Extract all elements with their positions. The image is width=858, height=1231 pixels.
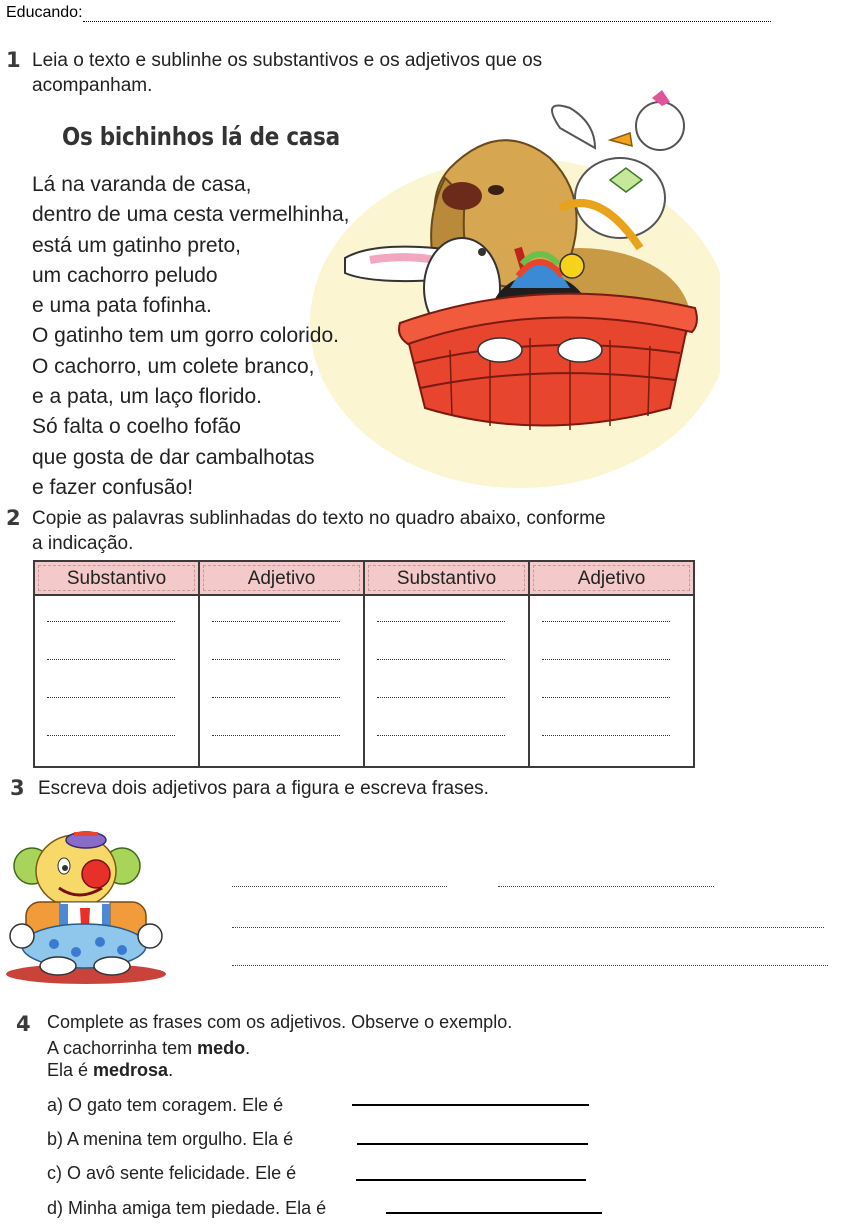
q4-item-c: c) O avô sente felicidade. Ele é	[47, 1163, 297, 1183]
q1-text-line1: Leia o texto e sublinhe os substantivos e os adjetivos que os	[32, 50, 543, 71]
answer-column-adjetivo-1[interactable]	[199, 595, 364, 767]
red-basket	[399, 294, 697, 430]
q2-text-line1: Copie as palavras sublinhadas do texto no quadro abaixo, conforme	[32, 508, 606, 529]
answer-line[interactable]	[377, 698, 505, 736]
q4-answer-line-a[interactable]	[352, 1104, 589, 1106]
student-name-label: Educando:	[6, 4, 83, 21]
poem-line: e uma pata fofinha.	[32, 294, 212, 318]
clown-figure	[10, 832, 162, 975]
q1-number: 1	[6, 48, 21, 72]
poem-line: que gosta de dar cambalhotas	[32, 445, 315, 469]
answer-line[interactable]	[542, 622, 670, 660]
answer-column-substantivo-1[interactable]	[34, 595, 199, 767]
poem-line: Lá na varanda de casa,	[32, 173, 252, 196]
q3-text: Escreva dois adjetivos para a figura e escreva frases.	[38, 778, 489, 799]
q4-example-line1: A cachorrinha tem medo.	[47, 1038, 251, 1058]
poem-line: e a pata, um laço florido.	[32, 385, 262, 409]
column-header-adjetivo-2: Adjetivo	[529, 561, 694, 595]
answer-line[interactable]	[47, 596, 175, 622]
answer-line[interactable]	[377, 660, 505, 698]
word-classification-table	[33, 560, 695, 768]
answer-line[interactable]	[542, 660, 670, 698]
answer-line[interactable]	[212, 660, 340, 698]
example-adjective: medrosa	[93, 1060, 169, 1080]
poem-line: O gatinho tem um gorro colorido.	[32, 324, 339, 348]
q4-answer-line-b[interactable]	[357, 1143, 588, 1145]
q2-text	[32, 506, 606, 556]
answer-line[interactable]	[377, 596, 505, 622]
answer-line[interactable]	[47, 698, 175, 736]
answer-line[interactable]	[212, 698, 340, 736]
student-name-line	[6, 4, 771, 22]
poem-line: dentro de uma cesta vermelhinha,	[32, 203, 350, 227]
q2-number: 2	[6, 506, 21, 530]
poem-line: está um gatinho preto,	[32, 233, 241, 257]
q1-text-line2: acompanham.	[32, 75, 153, 96]
q3-number: 3	[10, 776, 25, 800]
poem-text	[32, 170, 350, 503]
adjective-answer-line-1[interactable]	[232, 886, 447, 887]
answer-line[interactable]	[47, 660, 175, 698]
q4-text: Complete as frases com os adjetivos. Observe o exemplo.	[47, 1012, 513, 1032]
sentence-answer-line-1[interactable]	[232, 927, 824, 928]
answer-column-substantivo-2[interactable]	[364, 595, 529, 767]
poem-line: O cachorro, um colete branco,	[32, 354, 315, 378]
answer-line[interactable]	[377, 622, 505, 660]
answer-line[interactable]	[212, 622, 340, 660]
q4-item-a: a) O gato tem coragem. Ele é	[47, 1095, 284, 1115]
column-header-substantivo-1: Substantivo	[34, 561, 199, 595]
q2-text-line2: a indicação.	[32, 533, 134, 554]
example-noun: medo	[197, 1038, 246, 1058]
column-header-adjetivo-1: Adjetivo	[199, 561, 364, 595]
answer-line[interactable]	[542, 698, 670, 736]
q4-answer-line-c[interactable]	[356, 1179, 586, 1181]
poem-title: Os bichinhos lá de casa	[62, 122, 340, 151]
answer-line[interactable]	[47, 622, 175, 660]
adjective-answer-line-2[interactable]	[498, 886, 714, 887]
q4-number: 4	[16, 1012, 31, 1036]
answer-line[interactable]	[542, 596, 670, 622]
poem-line: e fazer confusão!	[32, 475, 194, 499]
column-header-substantivo-2: Substantivo	[364, 561, 529, 595]
q4-item-b: b) A menina tem orgulho. Ela é	[47, 1129, 294, 1149]
q4-item-d: d) Minha amiga tem piedade. Ela é	[47, 1198, 327, 1218]
clown-illustration	[4, 826, 169, 986]
poem-line: um cachorro peludo	[32, 263, 218, 287]
sentence-answer-line-2[interactable]	[232, 965, 828, 966]
answer-line[interactable]	[212, 596, 340, 622]
answer-column-adjetivo-2[interactable]	[529, 595, 694, 767]
poem-line: Só falta o coelho fofão	[32, 415, 241, 439]
student-name-blank[interactable]	[83, 8, 771, 22]
q4-example-line2: Ela é medrosa.	[47, 1060, 174, 1080]
q4-answer-line-d[interactable]	[386, 1212, 602, 1214]
